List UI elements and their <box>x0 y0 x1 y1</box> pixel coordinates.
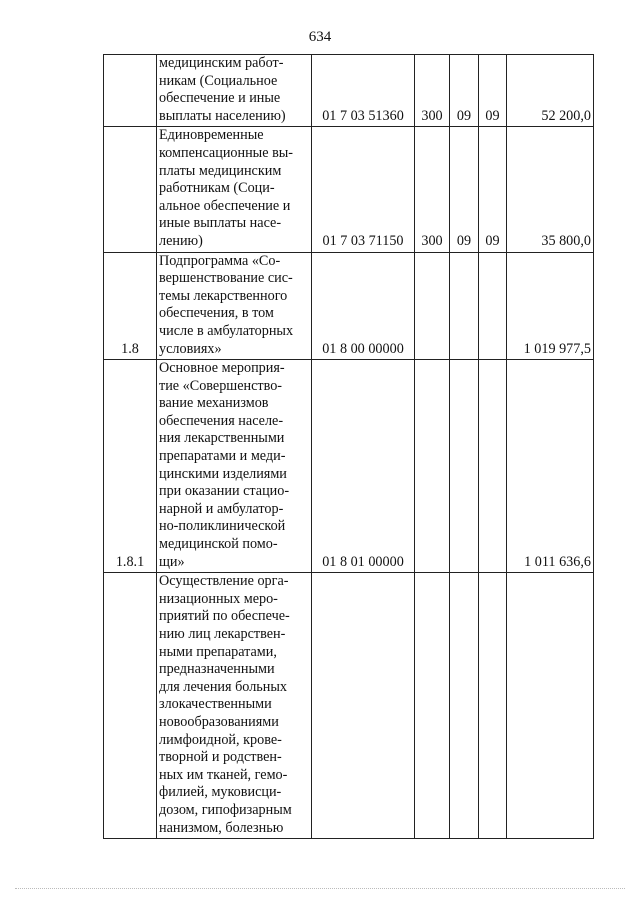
row-name-line: Единовременные <box>159 127 264 144</box>
row-number-cell: 1.8.1 <box>104 360 157 573</box>
subsection-cell: 09 <box>479 55 507 127</box>
expense-type-cell <box>415 252 450 360</box>
row-name-line: злокачественными <box>159 696 272 713</box>
row-name-line: нарной и амбулатор- <box>159 500 284 517</box>
subsection-cell <box>479 573 507 839</box>
subsection-cell: 09 <box>479 127 507 252</box>
expense-type-cell: 300 <box>415 127 450 252</box>
row-name-line: тие «Совершенство- <box>159 377 283 394</box>
expense-type-cell <box>415 360 450 573</box>
row-name-line: для лечения больных <box>159 678 287 695</box>
row-name-line: лимфоидной, крове- <box>159 731 282 748</box>
row-name-line: новообразованиями <box>159 713 279 730</box>
row-name-line: вание механизмов <box>159 395 269 412</box>
row-name-cell <box>157 55 312 127</box>
row-name-line: цинскими изделиями <box>159 465 287 482</box>
row-name-line: вершенствование сис- <box>159 270 293 287</box>
row-name-line: низационных меро- <box>159 590 278 607</box>
table-row <box>104 127 594 252</box>
row-name-line: лению) <box>159 232 203 249</box>
amount-cell: 35 800,0 <box>507 127 594 252</box>
row-name-line: работникам (Соци- <box>159 180 275 197</box>
amount-cell: 1 011 636,6 <box>507 360 594 573</box>
row-name-line: но-поликлинической <box>159 518 286 535</box>
row-name-line: приятий по обеспече- <box>159 608 290 625</box>
subsection-cell <box>479 252 507 360</box>
amount-cell: 1 019 977,5 <box>507 252 594 360</box>
row-name-line: альное обеспечение и <box>159 197 291 214</box>
row-name-line: выплаты населению) <box>159 107 286 124</box>
amount-cell <box>507 573 594 839</box>
target-article-cell: 01 7 03 71150 <box>312 127 415 252</box>
target-article-cell <box>312 573 415 839</box>
page-number: 634 <box>308 29 332 45</box>
row-name-line: ными препаратами, <box>159 643 277 660</box>
row-name-line: медицинской помо- <box>159 536 278 553</box>
table-row <box>104 360 594 573</box>
row-name-line: обеспечения, в том <box>159 305 274 322</box>
expense-type-cell <box>415 573 450 839</box>
row-number-cell: 1.8 <box>104 252 157 360</box>
row-name-cell <box>157 127 312 252</box>
row-name-line: при оказании стацио- <box>159 483 290 500</box>
expense-type-cell: 300 <box>415 55 450 127</box>
amount-cell: 52 200,0 <box>507 55 594 127</box>
row-name-cell <box>157 360 312 573</box>
row-name-line: нию лиц лекарствен- <box>159 626 286 642</box>
row-name-line: ных им тканей, гемо- <box>159 766 288 783</box>
row-number-cell <box>104 573 157 839</box>
row-name-line: творной и родствен- <box>159 749 282 766</box>
row-name-line: темы лекарственного <box>159 287 288 304</box>
row-name-line: предназначенными <box>159 661 275 678</box>
table-row <box>104 573 594 839</box>
row-name-cell <box>157 573 312 839</box>
row-name-line: условиях» <box>159 340 222 357</box>
row-name-line: филией, муковисци- <box>159 784 282 801</box>
table-row <box>104 252 594 360</box>
section-cell <box>450 360 479 573</box>
target-article-cell: 01 8 01 00000 <box>312 360 415 573</box>
row-name-line: Подпрограмма «Со- <box>159 252 281 269</box>
table-row <box>104 55 594 127</box>
scan-edge-line <box>15 888 625 889</box>
row-name-line: никам (Социальное <box>159 72 278 89</box>
row-number-cell <box>104 127 157 252</box>
row-name-line: Осуществление орга- <box>159 573 289 590</box>
budget-table <box>103 54 594 839</box>
subsection-cell <box>479 360 507 573</box>
section-cell <box>450 252 479 360</box>
row-name-line: компенсационные вы- <box>159 144 294 161</box>
row-name-line: иные выплаты насе- <box>159 215 282 232</box>
target-article-cell: 01 7 03 51360 <box>312 55 415 127</box>
section-cell: 09 <box>450 55 479 127</box>
row-number-cell <box>104 55 157 127</box>
row-name-line: дозом, гипофизарным <box>159 801 292 818</box>
row-name-line: обеспечения населе- <box>159 412 284 429</box>
target-article-cell: 01 8 00 00000 <box>312 252 415 360</box>
section-cell <box>450 573 479 839</box>
row-name-line: щи» <box>159 553 185 570</box>
row-name-cell <box>157 252 312 360</box>
row-name-line: медицинским работ- <box>159 55 284 71</box>
row-name-line: Основное мероприя- <box>159 360 285 377</box>
row-name-line: числе в амбулаторных <box>159 322 294 339</box>
row-name-line: нанизмом, болезнью <box>159 819 284 836</box>
row-name-line: платы медицинским <box>159 162 282 179</box>
row-name-line: ния лекарственными <box>159 430 285 447</box>
row-name-line: обеспечение и иные <box>159 90 281 107</box>
row-name-line: препаратами и меди- <box>159 448 286 465</box>
section-cell: 09 <box>450 127 479 252</box>
